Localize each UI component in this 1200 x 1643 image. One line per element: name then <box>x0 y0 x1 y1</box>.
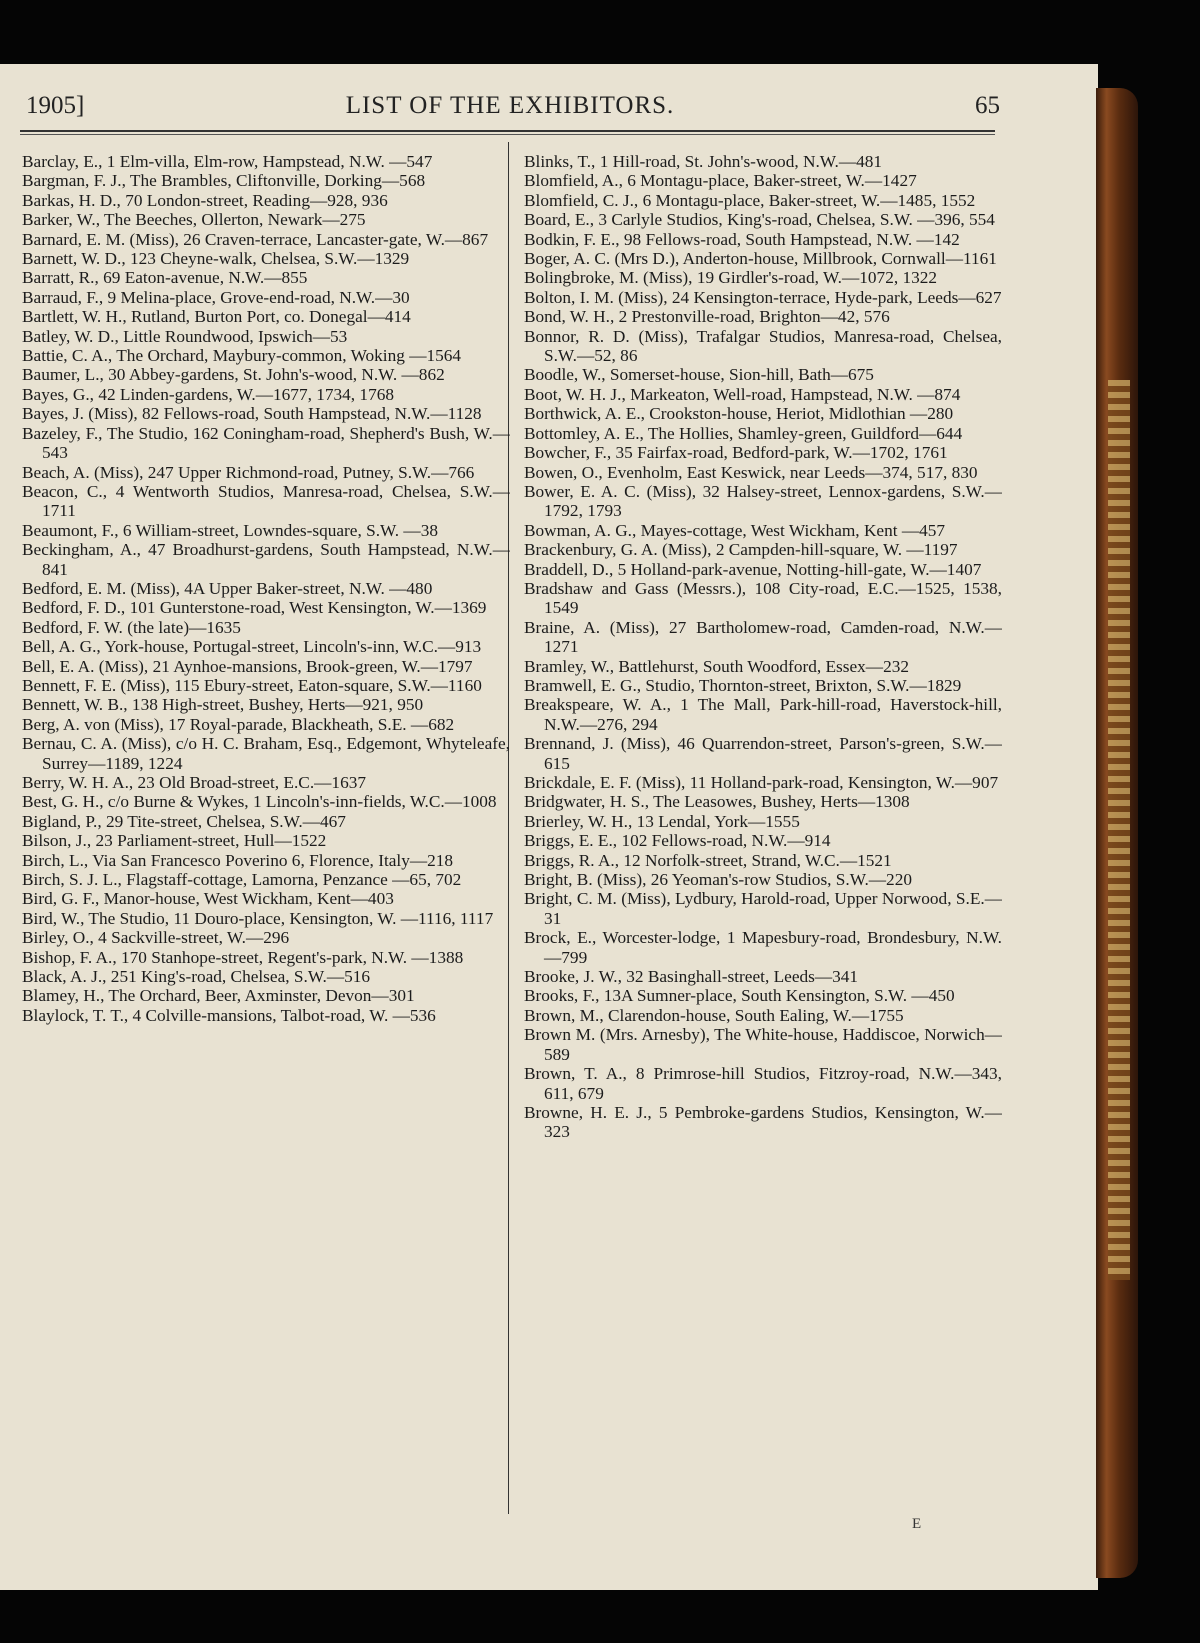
exhibitor-entry: Barnett, W. D., 123 Cheyne-walk, Chelsea, S.W.—1329 <box>22 249 410 269</box>
header-rule <box>20 130 995 132</box>
exhibitor-entry: Bayes, J. (Miss), 82 Fellows-road, South Hampstead, N.W.—1128 <box>22 404 482 424</box>
exhibitor-entry: Braine, A. (Miss), 27 Bartholomew-road, Camden-road, N.W.—1271 <box>524 617 1002 657</box>
exhibitor-entry: Barraud, F., 9 Melina-place, Grove-end-road, N.W.—30 <box>22 287 410 307</box>
exhibitor-entry: Best, G. H., c/o Burne & Wykes, 1 Lincoln's-inn-fields, W.C.—1008 <box>22 792 497 812</box>
exhibitor-entry: Brooks, F., 13A Sumner-place, South Kensington, S.W. —450 <box>524 986 955 1006</box>
exhibitor-entry: Blinks, T., 1 Hill-road, St. John's-wood, N.W.—481 <box>524 152 883 171</box>
exhibitor-entry: Beaumont, F., 6 William-street, Lowndes-square, S.W. —38 <box>22 520 438 540</box>
exhibitor-entry: Briggs, E. E., 102 Fellows-road, N.W.—914 <box>524 831 831 851</box>
exhibitor-entry: Bond, W. H., 2 Prestonville-road, Brighton—42, 576 <box>524 307 890 327</box>
exhibitor-entry: Bedford, F. D., 101 Gunterstone-road, West Kensington, W.—1369 <box>22 598 487 618</box>
signature-mark: E <box>912 1516 922 1532</box>
exhibitor-entry: Beach, A. (Miss), 247 Upper Richmond-road, Putney, S.W.—766 <box>22 462 475 482</box>
exhibitor-entry: Brickdale, E. F. (Miss), 11 Holland-park-road, Kensington, W.—907 <box>524 773 999 792</box>
exhibitor-entry: Birch, S. J. L., Flagstaff-cottage, Lamorna, Penzance —65, 702 <box>22 870 462 890</box>
exhibitor-entry: Bramley, W., Battlehurst, South Woodford, Essex—232 <box>524 656 910 676</box>
exhibitor-entry: Browne, H. E. J., 5 Pembroke-gardens Studios, Kensington, W.—323 <box>524 1102 1002 1142</box>
exhibitor-entry: Bell, A. G., York-house, Portugal-street, Lincoln's-inn, W.C.—913 <box>22 637 482 657</box>
exhibitor-entry: Bartlett, W. H., Rutland, Burton Port, co. Donegal—414 <box>22 307 411 327</box>
exhibitor-entry: Bright, C. M. (Miss), Lydbury, Harold-road, Upper Norwood, S.E.—31 <box>524 889 1002 928</box>
exhibitor-entry: Beacon, C., 4 Wentworth Studios, Manresa-road, Chelsea, S.W.—1711 <box>22 481 510 521</box>
exhibitor-entry: Bernau, C. A. (Miss), c/o H. C. Braham, Esq., Edgemont, Whyteleafe, Surrey—1189, 1224 <box>22 734 510 773</box>
exhibitor-entry: Brennand, J. (Miss), 46 Quarrendon-street, Parson's-green, S.W.—615 <box>524 734 1002 773</box>
exhibitor-entry: Bird, G. F., Manor-house, West Wickham, Kent—403 <box>22 889 394 909</box>
exhibitor-entry: Brock, E., Worcester-lodge, 1 Mapesbury-road, Brondesbury, N.W.—799 <box>524 928 1002 967</box>
exhibitor-entry: Brown, T. A., 8 Primrose-hill Studios, Fitzroy-road, N.W.—343, 611, 679 <box>524 1064 1002 1103</box>
exhibitor-entry: Bowcher, F., 35 Fairfax-road, Bedford-park, W.—1702, 1761 <box>524 443 948 463</box>
header-year: 1905] <box>26 92 85 119</box>
exhibitor-entry: Barker, W., The Beeches, Ollerton, Newark—275 <box>22 210 366 230</box>
exhibitor-entry: Bower, E. A. C. (Miss), 32 Halsey-street, Lennox-gardens, S.W.—1792, 1793 <box>524 481 1002 521</box>
exhibitor-entry: Brown M. (Mrs. Arnesby), The White-house, Haddiscoe, Norwich—589 <box>524 1025 1002 1064</box>
exhibitor-entry: Boot, W. H. J., Markeaton, Well-road, Hampstead, N.W. —874 <box>524 384 961 404</box>
exhibitor-entry: Brackenbury, G. A. (Miss), 2 Campden-hill-square, W. —1197 <box>524 540 958 560</box>
exhibitor-entry: Bedford, E. M. (Miss), 4A Upper Baker-street, N.W. —480 <box>22 578 433 598</box>
exhibitor-entry: Barratt, R., 69 Eaton-avenue, N.W.—855 <box>22 268 308 288</box>
exhibitor-entry: Bridgwater, H. S., The Leasowes, Bushey, Herts—1308 <box>524 792 910 812</box>
exhibitor-entry: Blomfield, C. J., 6 Montagu-place, Baker-street, W.—1485, 1552 <box>524 190 976 210</box>
exhibitor-entry: Barnard, E. M. (Miss), 26 Craven-terrace, Lancaster-gate, W.—867 <box>22 229 489 249</box>
exhibitor-entry: Bradshaw and Gass (Messrs.), 108 City-road, E.C.—1525, 1538, 1549 <box>524 578 1002 618</box>
spine-decoration <box>1108 380 1130 1280</box>
exhibitor-entry: Baumer, L., 30 Abbey-gardens, St. John's-wood, N.W. —862 <box>22 365 445 385</box>
exhibitor-entry: Bonnor, R. D. (Miss), Trafalgar Studios, Manresa-road, Chelsea, S.W.—52, 86 <box>524 326 1002 366</box>
exhibitor-entry: Berg, A. von (Miss), 17 Royal-parade, Blackheath, S.E. —682 <box>22 714 455 734</box>
exhibitor-entry: Boodle, W., Somerset-house, Sion-hill, Bath—675 <box>524 365 874 385</box>
exhibitor-entry: Bargman, F. J., The Brambles, Cliftonville, Dorking—568 <box>22 171 426 191</box>
exhibitor-entry: Brooke, J. W., 32 Basinghall-street, Leeds—341 <box>524 967 859 987</box>
exhibitor-entry: Briggs, R. A., 12 Norfolk-street, Strand, W.C.—1521 <box>524 850 892 870</box>
exhibitor-entry: Beckingham, A., 47 Broadhurst-gardens, South Hampstead, N.W.—841 <box>22 540 510 579</box>
page-number: 65 <box>975 92 1000 119</box>
exhibitor-entry: Bolton, I. M. (Miss), 24 Kensington-terrace, Hyde-park, Leeds—627 <box>524 287 1002 307</box>
exhibitor-entry: Blaylock, T. T., 4 Colville-mansions, Talbot-road, W. —536 <box>22 1005 436 1025</box>
exhibitor-entry: Breakspeare, W. A., 1 The Mall, Park-hill-road, Haverstock-hill, N.W.—276, 294 <box>524 695 1002 734</box>
exhibitor-entry: Barclay, E., 1 Elm-villa, Elm-row, Hampstead, N.W. —547 <box>22 152 433 171</box>
exhibitor-entry: Bowman, A. G., Mayes-cottage, West Wickham, Kent —457 <box>524 520 946 540</box>
exhibitor-entry: Boger, A. C. (Mrs D.), Anderton-house, Millbrook, Cornwall—1161 <box>524 249 997 269</box>
exhibitor-entry: Bigland, P., 29 Tite-street, Chelsea, S.W.—467 <box>22 811 346 831</box>
exhibitor-entry: Bennett, F. E. (Miss), 115 Ebury-street, Eaton-square, S.W.—1160 <box>22 675 482 695</box>
left-column <box>22 152 510 1522</box>
exhibitor-entry: Borthwick, A. E., Crookston-house, Heriot, Midlothian —280 <box>524 404 954 424</box>
exhibitor-entry: Birley, O., 4 Sackville-street, W.—296 <box>22 928 290 948</box>
exhibitor-entry: Bedford, F. W. (the late)—1635 <box>22 617 241 637</box>
exhibitor-entry: Brierley, W. H., 13 Lendal, York—1555 <box>524 811 800 831</box>
page-title: LIST OF THE EXHIBITORS. <box>345 92 675 119</box>
exhibitor-entry: Bilson, J., 23 Parliament-street, Hull—1522 <box>22 831 327 851</box>
exhibitor-entry: Bowen, O., Evenholm, East Keswick, near Leeds—374, 517, 830 <box>524 462 978 482</box>
exhibitor-entry: Brown, M., Clarendon-house, South Ealing, W.—1755 <box>524 1005 904 1025</box>
exhibitor-entry: Bodkin, F. E., 98 Fellows-road, South Hampstead, N.W. —142 <box>524 229 960 249</box>
exhibitor-entry: Bramwell, E. G., Studio, Thornton-street, Brixton, S.W.—1829 <box>524 675 962 695</box>
exhibitor-entry: Bennett, W. B., 138 High-street, Bushey, Herts—921, 950 <box>22 695 424 715</box>
exhibitor-entry: Bird, W., The Studio, 11 Douro-place, Kensington, W. —1116, 1117 <box>22 908 494 928</box>
exhibitor-entry: Barkas, H. D., 70 London-street, Reading—928, 936 <box>22 190 388 210</box>
exhibitor-entry: Bright, B. (Miss), 26 Yeoman's-row Studios, S.W.—220 <box>524 870 912 890</box>
header-rule-thin <box>20 134 995 135</box>
exhibitor-entry: Bolingbroke, M. (Miss), 19 Girdler's-road, W.—1072, 1322 <box>524 268 938 288</box>
exhibitor-entry: Bazeley, F., The Studio, 162 Coningham-road, Shepherd's Bush, W.—543 <box>22 423 510 463</box>
exhibitor-entry: Bayes, G., 42 Linden-gardens, W.—1677, 1734, 1768 <box>22 384 394 404</box>
exhibitor-entry: Batley, W. D., Little Roundwood, Ipswich—53 <box>22 326 348 346</box>
exhibitor-entry: Black, A. J., 251 King's-road, Chelsea, S.W.—516 <box>22 967 371 987</box>
exhibitor-entry: Blamey, H., The Orchard, Beer, Axminster, Devon—301 <box>22 986 415 1006</box>
exhibitor-entry: Braddell, D., 5 Holland-park-avenue, Notting-hill-gate, W.—1407 <box>524 559 982 579</box>
right-column <box>524 152 1002 1522</box>
exhibitor-entry: Birch, L., Via San Francesco Poverino 6, Florence, Italy—218 <box>22 850 454 870</box>
exhibitor-entry: Battie, C. A., The Orchard, Maybury-common, Woking —1564 <box>22 346 462 366</box>
exhibitor-entry: Bottomley, A. E., The Hollies, Shamley-green, Guildford—644 <box>524 423 963 443</box>
exhibitor-entry: Blomfield, A., 6 Montagu-place, Baker-street, W.—1427 <box>524 171 917 191</box>
exhibitor-entry: Bishop, F. A., 170 Stanhope-street, Regent's-park, N.W. —1388 <box>22 947 464 967</box>
exhibitor-entry: Berry, W. H. A., 23 Old Broad-street, E.C.—1637 <box>22 773 366 792</box>
running-header <box>20 92 1000 126</box>
exhibitor-entry: Bell, E. A. (Miss), 21 Aynhoe-mansions, Brook-green, W.—1797 <box>22 656 473 676</box>
exhibitor-entry: Board, E., 3 Carlyle Studios, King's-road, Chelsea, S.W. —396, 554 <box>524 210 995 230</box>
